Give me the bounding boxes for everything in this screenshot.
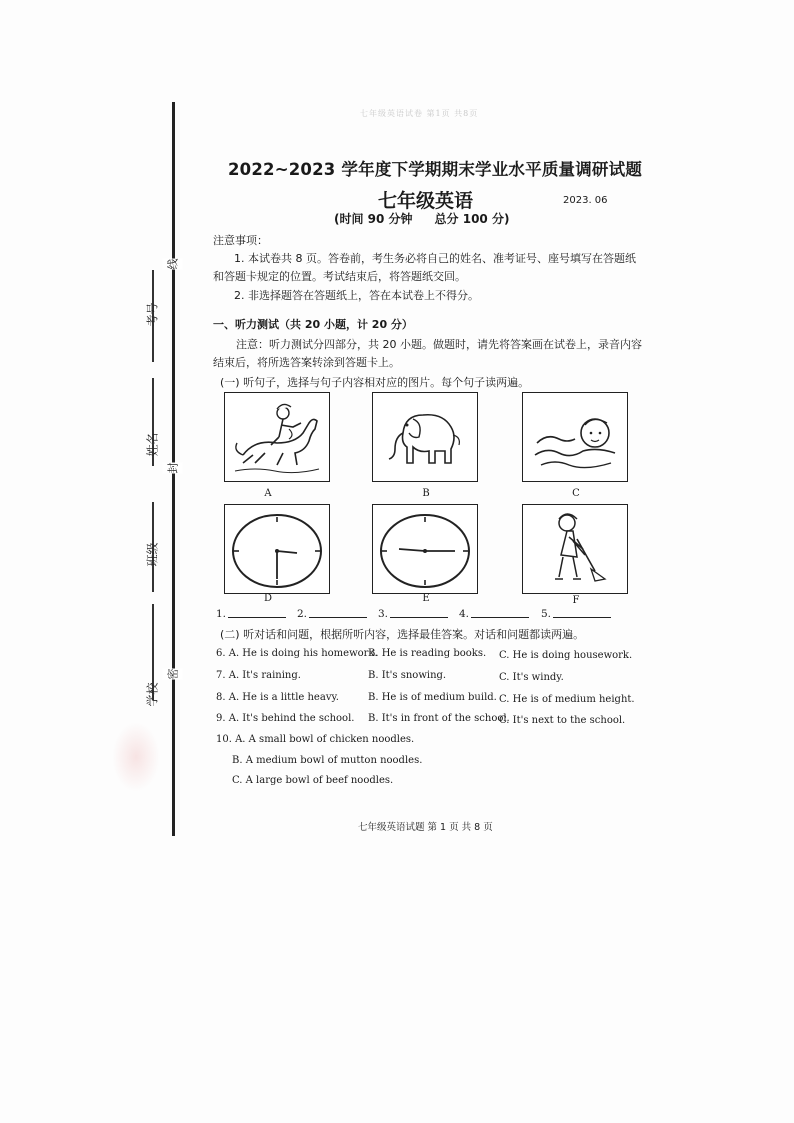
section-1-heading: 一、听力测试（共 20 小题，计 20 分）: [213, 318, 413, 331]
q9-option-c[interactable]: C. It's next to the school.: [499, 715, 626, 726]
picture-e-letter: E: [422, 593, 430, 604]
girl-sweeping-icon: [523, 505, 627, 593]
notice-item-1-line-1: 1. 本试卷共 8 页。答卷前，考生务必将自己的姓名、准考证号、座号填写在答题纸: [234, 252, 636, 265]
q7-option-a[interactable]: 7. A. It's raining.: [216, 670, 301, 681]
school-label: 学校: [145, 682, 160, 707]
class-label: 班级: [145, 542, 160, 567]
swimming-child-icon: [523, 393, 627, 481]
page-footer: 七年级英语试题 第 1 页 共 8 页: [358, 822, 493, 833]
picture-a: [224, 392, 330, 482]
clock-three-thirty-icon: [225, 505, 329, 593]
picture-b: [372, 392, 478, 482]
picture-c: [522, 392, 628, 482]
q10-option-b[interactable]: B. A medium bowl of mutton noodles.: [232, 755, 423, 766]
picture-a-letter: A: [264, 488, 272, 499]
q10-option-a[interactable]: 10. A. A small bowl of chicken noodles.: [216, 734, 415, 745]
part-1-instruction: (一) 听句子，选择与句子内容相对应的图片。每个句子读两遍。: [220, 376, 530, 389]
q8-option-b[interactable]: B. He is of medium build.: [368, 692, 497, 703]
picture-f: [522, 504, 628, 594]
q7-option-c[interactable]: C. It's windy.: [499, 672, 564, 683]
clock-nine-fifteen-icon: [373, 505, 477, 593]
boy-riding-horse-icon: [225, 393, 329, 481]
q6-option-a[interactable]: 6. A. He is doing his homework.: [216, 648, 378, 659]
seal-char-feng: 封: [163, 463, 183, 474]
answer-blank-4[interactable]: 4.: [459, 608, 529, 620]
part-2-instruction: (二) 听对话和问题，根据所听内容，选择最佳答案。对话和问题都读两遍。: [220, 628, 585, 641]
q10-option-c[interactable]: C. A large bowl of beef noodles.: [232, 775, 394, 786]
q9-option-a[interactable]: 9. A. It's behind the school.: [216, 713, 355, 724]
section-1-note-line-1: 注意：听力测试分四部分，共 20 小题。做题时，请先将答案画在试卷上，录音内容: [236, 338, 642, 351]
name-label: 姓名: [145, 432, 160, 457]
faint-red-stamp: [112, 722, 160, 792]
q8-option-c[interactable]: C. He is of medium height.: [499, 694, 635, 705]
answer-blank-3[interactable]: 3.: [378, 608, 448, 620]
exam-date: 2023. 06: [563, 195, 608, 206]
picture-b-letter: B: [422, 488, 430, 499]
time-score-info: [334, 210, 509, 227]
notice-heading: 注意事项：: [213, 234, 268, 247]
notice-item-1-line-2: 和答题卡规定的位置。考试结束后，将答题纸交回。: [213, 270, 466, 283]
picture-d: [224, 504, 330, 594]
seal-char-mi: 密: [163, 669, 183, 680]
exam-no-label: 考号: [145, 302, 160, 327]
bleed-through-header: 七年级英语试卷 第1页 共8页: [360, 109, 479, 118]
picture-e: [372, 504, 478, 594]
exam-title: 2022~2023 学年度下学期期末学业水平质量调研试题: [228, 160, 643, 179]
q7-option-b[interactable]: B. It's snowing.: [368, 670, 447, 681]
picture-d-letter: D: [263, 593, 273, 604]
score-label: 总分 100 分): [434, 212, 510, 226]
elephant-icon: [373, 393, 477, 481]
q9-option-b[interactable]: B. It's in front of the school.: [368, 713, 510, 724]
picture-c-letter: C: [572, 488, 580, 499]
q6-option-b[interactable]: B. He is reading books.: [368, 648, 487, 659]
picture-f-letter: F: [572, 595, 580, 606]
answer-blank-5[interactable]: 5.: [541, 608, 611, 620]
section-1-note-line-2: 结束后，将所选答案转涂到答题卡上。: [213, 356, 400, 369]
seal-char-xian: 线: [163, 259, 183, 270]
q8-option-a[interactable]: 8. A. He is a little heavy.: [216, 692, 339, 703]
answer-blank-1[interactable]: 1.: [216, 608, 286, 620]
notice-item-2: 2. 非选择题答在答题纸上，答在本试卷上不得分。: [234, 289, 479, 302]
answer-blank-2[interactable]: 2.: [297, 608, 367, 620]
exam-subject: 七年级英语: [378, 190, 474, 212]
time-label: (时间 90 分钟: [334, 212, 413, 226]
q6-option-c[interactable]: C. He is doing housework.: [499, 650, 633, 661]
